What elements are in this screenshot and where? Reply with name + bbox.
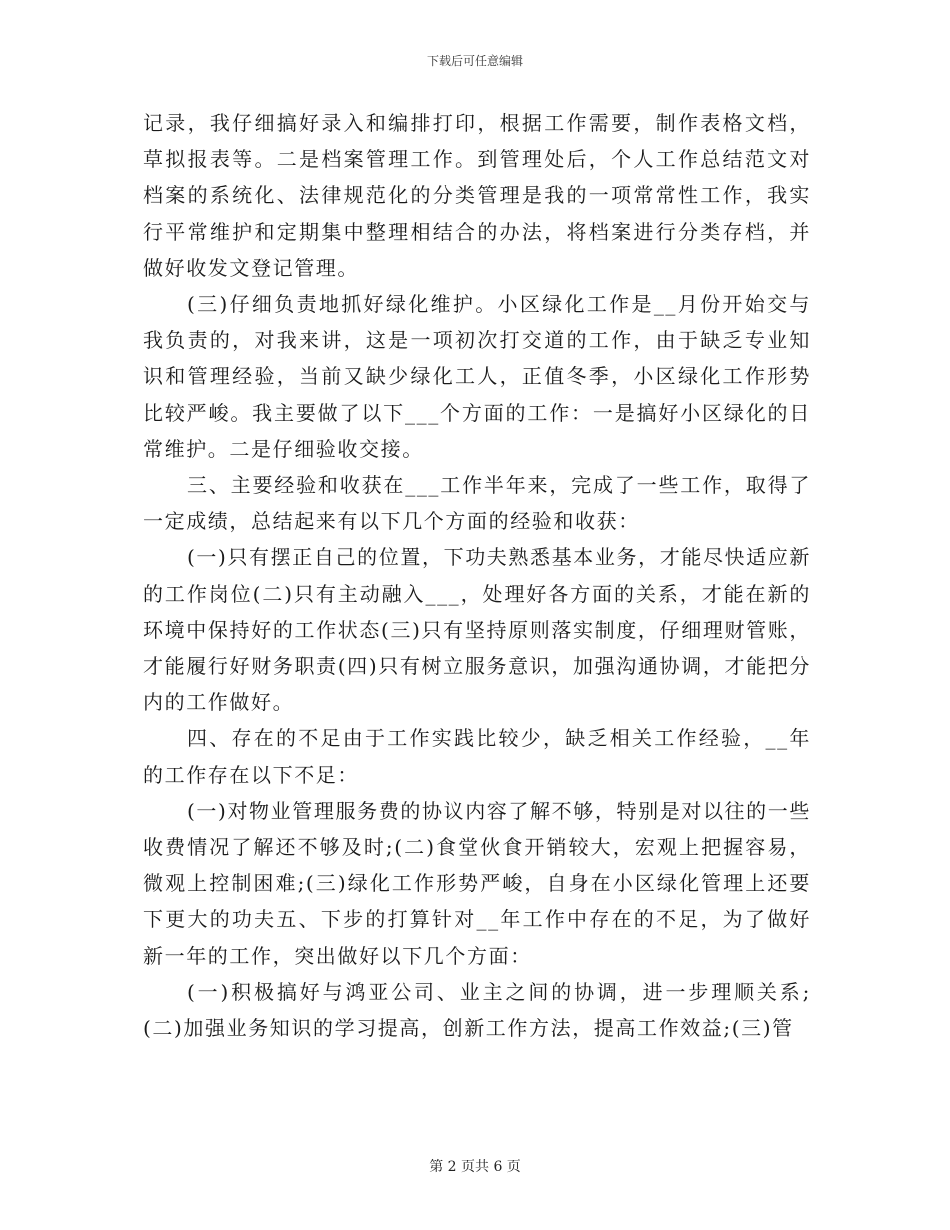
- paragraph-6: (一)对物业管理服务费的协议内容了解不够，特别是对以往的一些收费情况了解还不够及时;(二)食堂伙食开销较大，宏观上把握容易，微观上控制困难;(三)绿化工作形势严峻，自身在小区绿化管理上还要下更大的功夫五、下步的打算针对__年工作中存在的不足，为了做好新一年的工作，突出做好以下几个方面：: [143, 798, 811, 968]
- paragraph-7: (一)积极搞好与鸿亚公司、业主之间的协调，进一步理顺关系;(二)加强业务知识的学习提高，创新工作方法，提高工作效益;(三)管: [143, 979, 811, 1041]
- document-body: [143, 105, 811, 1046]
- page-footer: 第 2 页共 6 页: [429, 1159, 521, 1175]
- paragraph-1: 记录，我仔细搞好录入和编排打印，根据工作需要，制作表格文档，草拟报表等。二是档案管理工作。到管理处后，个人工作总结范文对档案的系统化、法律规范化的分类管理是我的一项常常性工作，我实行平常维护和定期集中整理相结合的办法，将档案进行分类存档，并做好收发文登记管理。: [143, 111, 811, 280]
- paragraph-2: (三)仔细负责地抓好绿化维护。小区绿化工作是__月份开始交与我负责的，对我来讲，这是一项初次打交道的工作，由于缺乏专业知识和管理经验，当前又缺少绿化工人，正值冬季，小区绿化工作形势比较严峻。我主要做了以下___个方面的工作：一是搞好小区绿化的日常维护。二是仔细验收交接。: [143, 292, 811, 461]
- paragraph-3: 三、主要经验和收获在___工作半年来，完成了一些工作，取得了一定成绩，总结起来有以下几个方面的经验和收获：: [143, 473, 811, 534]
- page-header: 下载后可任意编辑: [426, 54, 523, 68]
- paragraph-5: 四、存在的不足由于工作实践比较少，缺乏相关工作经验，__年的工作存在以下不足：: [143, 726, 811, 787]
- paragraph-4: (一)只有摆正自己的位置，下功夫熟悉基本业务，才能尽快适应新的工作岗位(二)只有主动融入___，处理好各方面的关系，才能在新的环境中保持好的工作状态(三)只有坚持原则落实制度，仔细理财管账，才能履行好财务职责(四)只有树立服务意识，加强沟通协调，才能把分内的工作做好。: [143, 545, 811, 715]
